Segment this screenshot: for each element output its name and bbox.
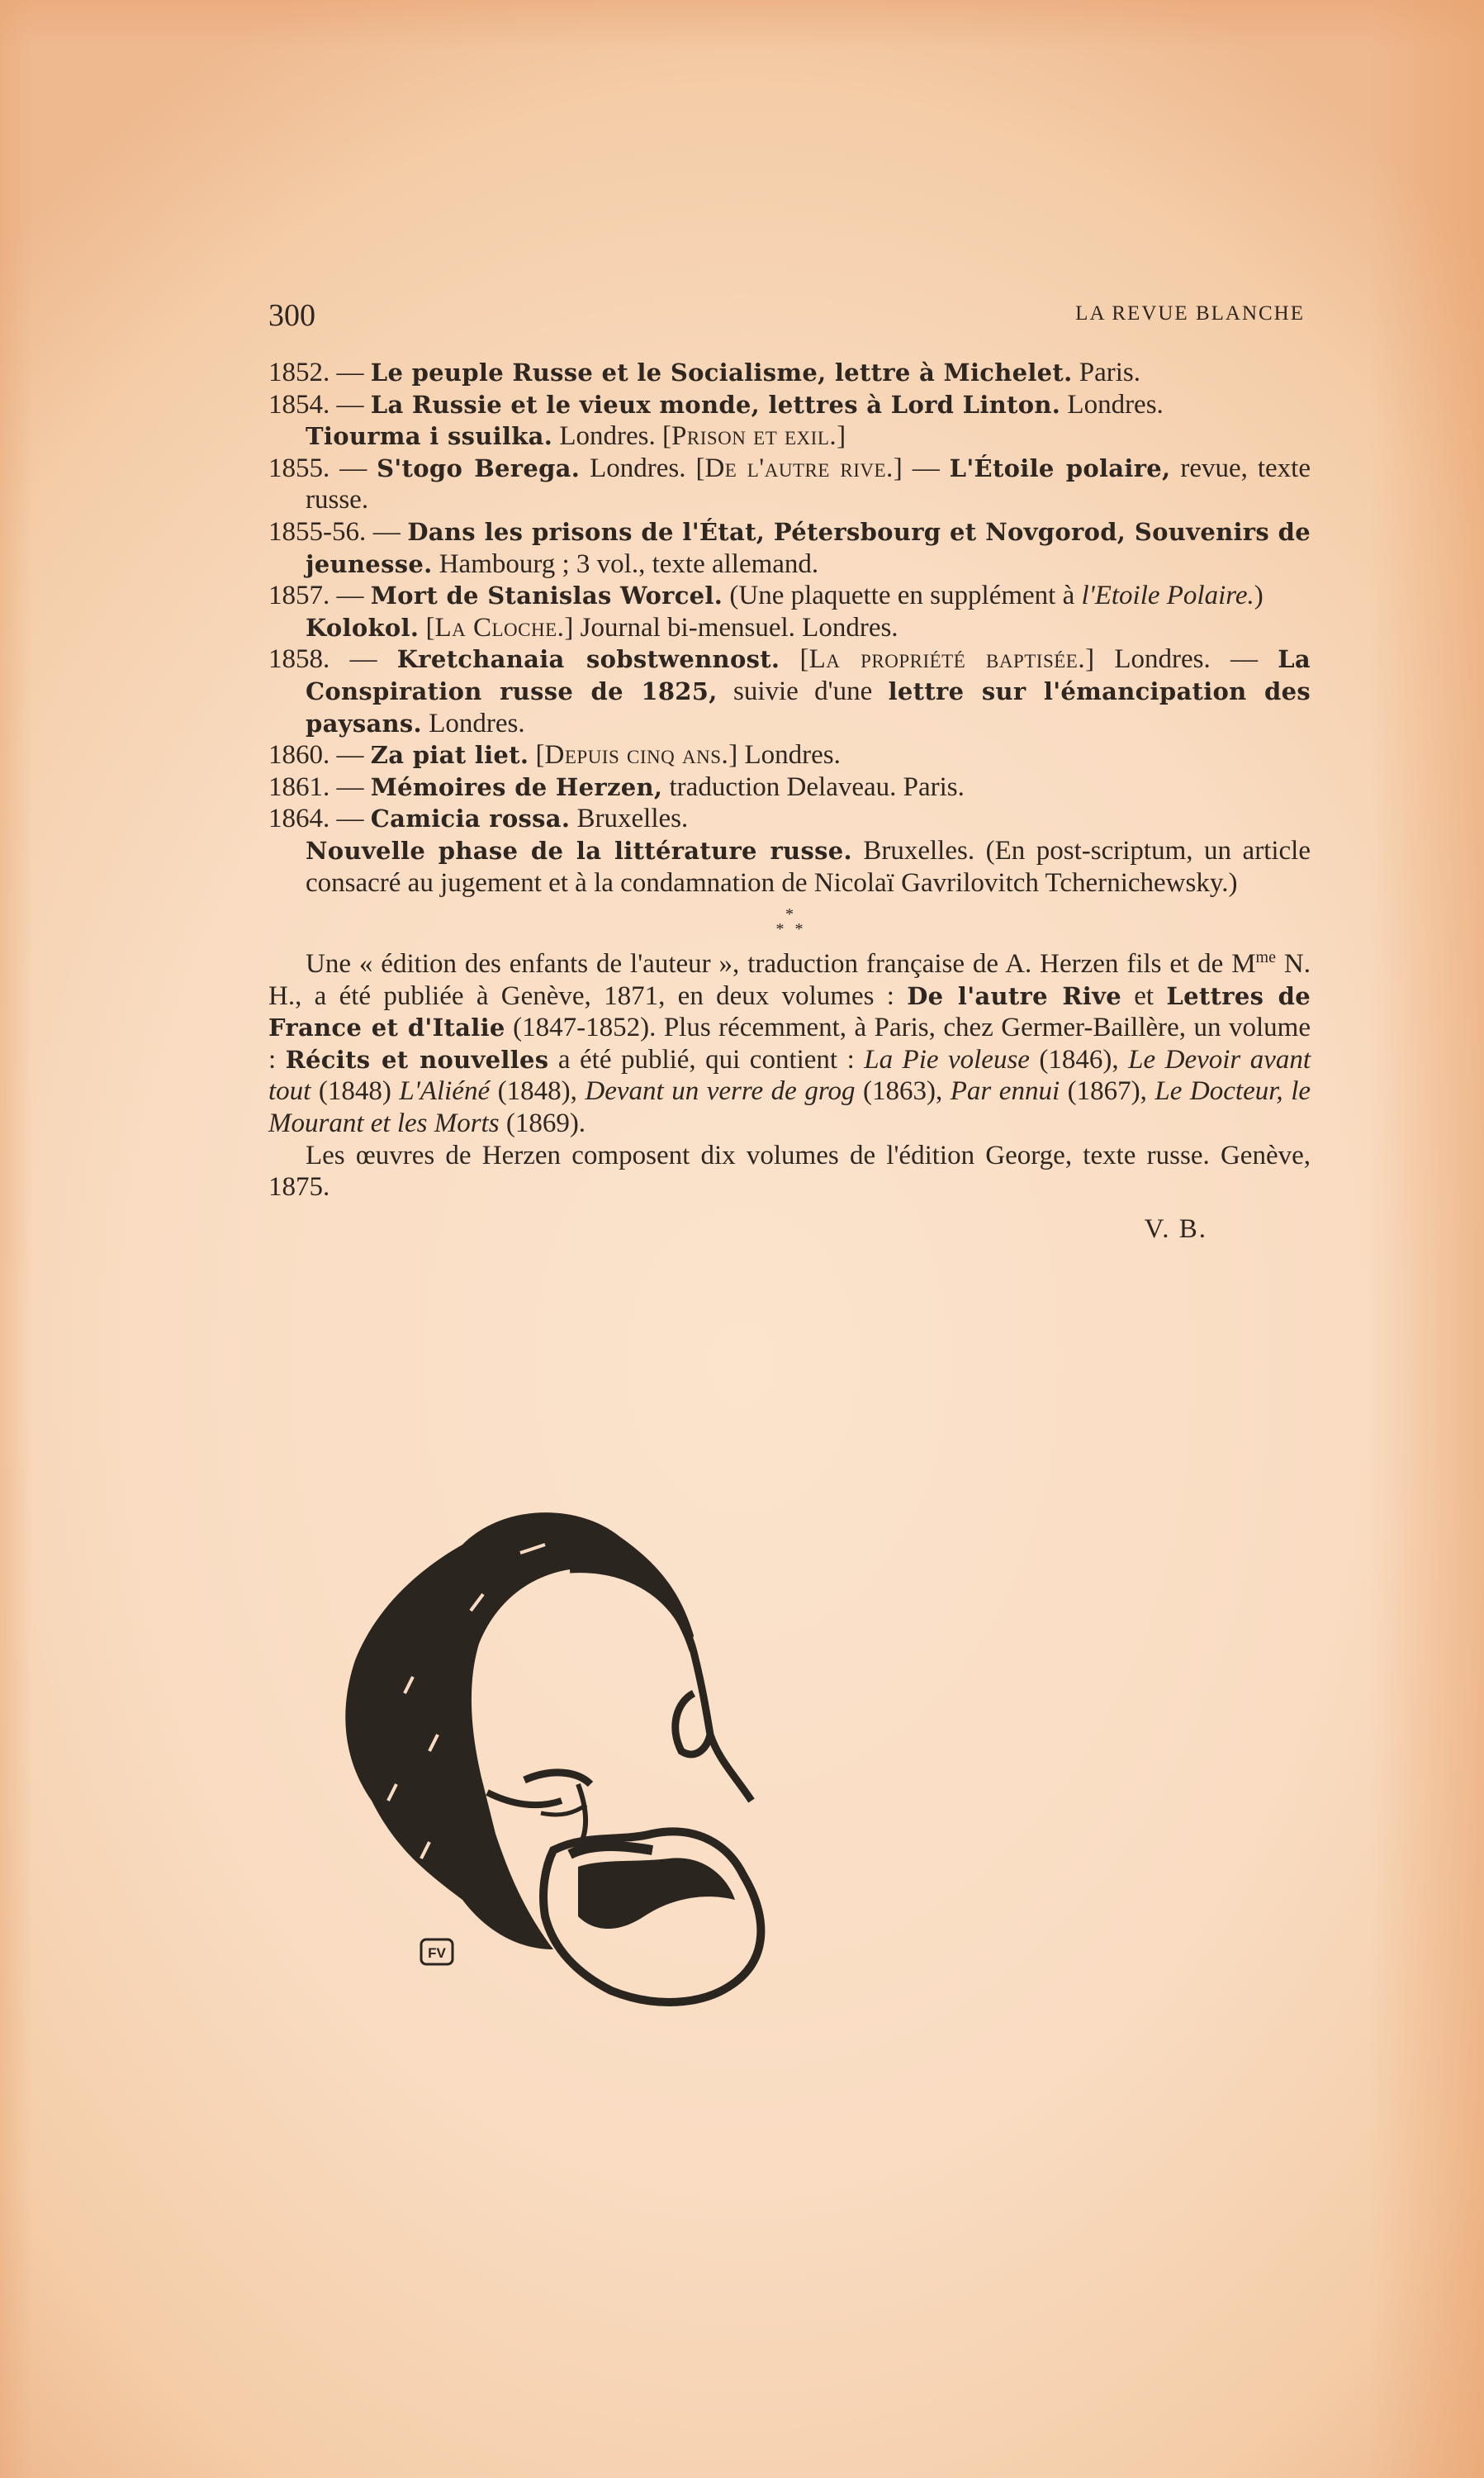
entry-details: Hambourg ; 3 vol., texte allemand. <box>432 548 819 579</box>
entry-title: Camicia rossa. <box>370 805 571 833</box>
entry-translation: La propriété baptisée. <box>808 644 1086 675</box>
paper-edge-shadow <box>0 0 1484 50</box>
entry-details: ] — <box>893 453 950 483</box>
entry-translation: Depuis cinq ans. <box>544 740 729 771</box>
portrait-woodcut-illustration <box>306 1487 818 2024</box>
bold-title: De l'autre Rive <box>907 981 1121 1010</box>
bibliography-entry <box>268 771 1311 804</box>
entry-title: Le peuple Russe et le Socialisme, lettre à Michelet. <box>370 358 1073 387</box>
entry-year: 1855-56. — <box>268 516 408 547</box>
entry-details: traduction Delaveau. Paris. <box>662 771 965 802</box>
author-signature: V. B. <box>1144 1213 1207 1244</box>
italic-title: Devant un verre de grog <box>585 1076 856 1107</box>
entry-details: ] Londres. — <box>1085 644 1278 675</box>
entry-details: [ <box>419 612 435 643</box>
entry-italic-title: l'Etoile Polaire. <box>1081 581 1254 611</box>
page-number: 300 <box>268 298 315 333</box>
portrait-beard-shading <box>578 1858 735 1929</box>
text-run: (1847-1852). Plus récemment, à Paris, chez Germer-Baillère, un volume : <box>268 1013 1311 1075</box>
text-run: (1867), <box>1060 1076 1155 1107</box>
italic-title: L'Aliéné <box>399 1076 491 1107</box>
entry-details: Bruxelles. <box>570 804 689 834</box>
entry-translation: La Cloche. <box>434 612 565 643</box>
entry-year: 1864. — <box>268 804 371 834</box>
italic-title: Le Devoir avant tout <box>268 1044 1311 1107</box>
superscript: me <box>1255 948 1276 967</box>
bibliography-entry <box>268 803 1311 835</box>
bibliography-entry <box>268 420 1311 453</box>
entry-year: 1860. — <box>268 740 371 771</box>
bibliography-entry <box>268 739 1311 771</box>
entry-title: La Russie et le vieux monde, lettres à Lord Linton. <box>370 390 1061 419</box>
entry-details: ] Journal bi-mensuel. Londres. <box>564 612 898 643</box>
bold-title: Récits et nouvelles <box>285 1045 549 1074</box>
entry-year: 1852. — <box>268 358 371 387</box>
italic-title: La Pie voleuse <box>864 1044 1030 1075</box>
text-run: (1848), <box>490 1076 586 1107</box>
entry-title: La Conspiration russe de 1825, <box>306 645 1311 705</box>
entry-year: 1855. — <box>268 453 377 483</box>
entry-details: Paris. <box>1072 358 1141 387</box>
bold-title: Lettres de France et d'Italie <box>268 981 1311 1042</box>
paragraph-editions <box>268 942 1311 1140</box>
text-run: Une « édition des enfants de l'auteur », traduction française de A. Herzen fils et de M <box>306 949 1256 980</box>
entry-details: (Une plaquette en supplément à <box>723 581 1082 611</box>
entry-details: ] Londres. <box>728 740 841 771</box>
text-run: et <box>1121 980 1167 1011</box>
paper-edge-shadow <box>0 0 33 2478</box>
text-run: (1846), <box>1029 1044 1129 1075</box>
monogram-text: FV <box>428 1945 446 1961</box>
entry-details: [ <box>780 644 809 675</box>
entry-year: 1854. — <box>268 389 371 420</box>
journal-title: LA REVUE BLANCHE <box>1075 302 1305 325</box>
entry-year: 1857. — <box>268 581 371 611</box>
portrait-beard <box>543 1831 761 2001</box>
entry-details: suivie d'une <box>717 676 889 706</box>
entry-details: ) <box>1254 581 1264 611</box>
entry-title: Za piat liet. <box>370 741 529 770</box>
entry-title: Kretchanaia sobstwennost. <box>396 645 780 674</box>
entry-title: Kolokol. <box>306 613 420 642</box>
entry-details: Londres. <box>1060 389 1164 420</box>
entry-details: ] <box>837 421 846 452</box>
portrait-mustache <box>570 1846 652 1854</box>
bibliography-entry <box>268 643 1311 739</box>
bibliography-entry <box>268 357 1311 389</box>
bibliography-entry <box>268 612 1311 644</box>
entry-title: L'Étoile polaire, <box>949 453 1171 482</box>
entry-year: 1861. — <box>268 771 371 802</box>
text-run: (1863), <box>855 1076 951 1107</box>
article-body <box>268 357 1311 1245</box>
entry-title: Nouvelle phase de la littérature russe. <box>306 836 852 865</box>
running-head <box>268 297 1305 339</box>
entry-title: Mémoires de Herzen, <box>370 772 663 801</box>
bibliography-entry <box>268 516 1311 580</box>
bibliography-entry <box>268 835 1311 899</box>
portrait-head-outline <box>570 1569 751 1801</box>
section-separator-asterism <box>268 907 1311 937</box>
entry-details: Londres. <box>421 708 525 738</box>
entry-details: Londres. [ <box>552 421 672 452</box>
paragraph-complete-works: Les œuvres de Herzen composent dix volumes de l'édition George, texte russe. Genève, 1875. <box>268 1140 1311 1203</box>
entry-details: revue, texte russe. <box>306 453 1311 515</box>
bibliography-entry <box>268 453 1311 516</box>
artist-monogram <box>421 1939 453 1964</box>
bibliography-entry <box>268 389 1311 421</box>
portrait-brow <box>524 1773 590 1784</box>
entry-title: S'togo Berega. <box>377 453 581 482</box>
text-run: N. H., a été publiée à Genève, 1871, en deux volumes : <box>268 949 1311 1011</box>
entry-title: lettre sur l'émancipation des paysans. <box>306 676 1311 738</box>
entry-year: 1858. — <box>268 644 397 675</box>
entry-details: Londres. [ <box>580 453 705 483</box>
italic-title: Par ennui <box>950 1076 1060 1107</box>
bibliography-entry <box>268 580 1311 612</box>
italic-title: Le Docteur, le Mourant et les Morts <box>268 1076 1311 1139</box>
text-run: (1848) <box>311 1076 400 1107</box>
entry-title: Tiourma i ssuilka. <box>306 422 553 451</box>
paper-edge-shadow <box>1368 0 1484 2478</box>
entry-title: Mort de Stanislas Worcel. <box>370 582 723 610</box>
asterism-top: * <box>785 905 794 924</box>
text-run: a été publié, qui contient : <box>548 1044 865 1075</box>
entry-title: Dans les prisons de l'État, Pétersbourg et Novgorod, Souvenirs de jeunesse. <box>306 517 1311 578</box>
entry-translation: Prison et exil. <box>671 421 837 452</box>
portrait-eye <box>487 1792 562 1805</box>
text-run: (1869). <box>499 1108 586 1139</box>
entry-details: Bruxelles. (En post-scriptum, un article consacré au jugement et à la condamnation de Nicolaï Gavrilovitch Tchernichewsky.) <box>306 835 1311 898</box>
asterism-bottom: * * <box>775 920 804 939</box>
entry-details: [ <box>529 740 545 771</box>
entry-translation: De l'autre rive. <box>704 453 894 483</box>
